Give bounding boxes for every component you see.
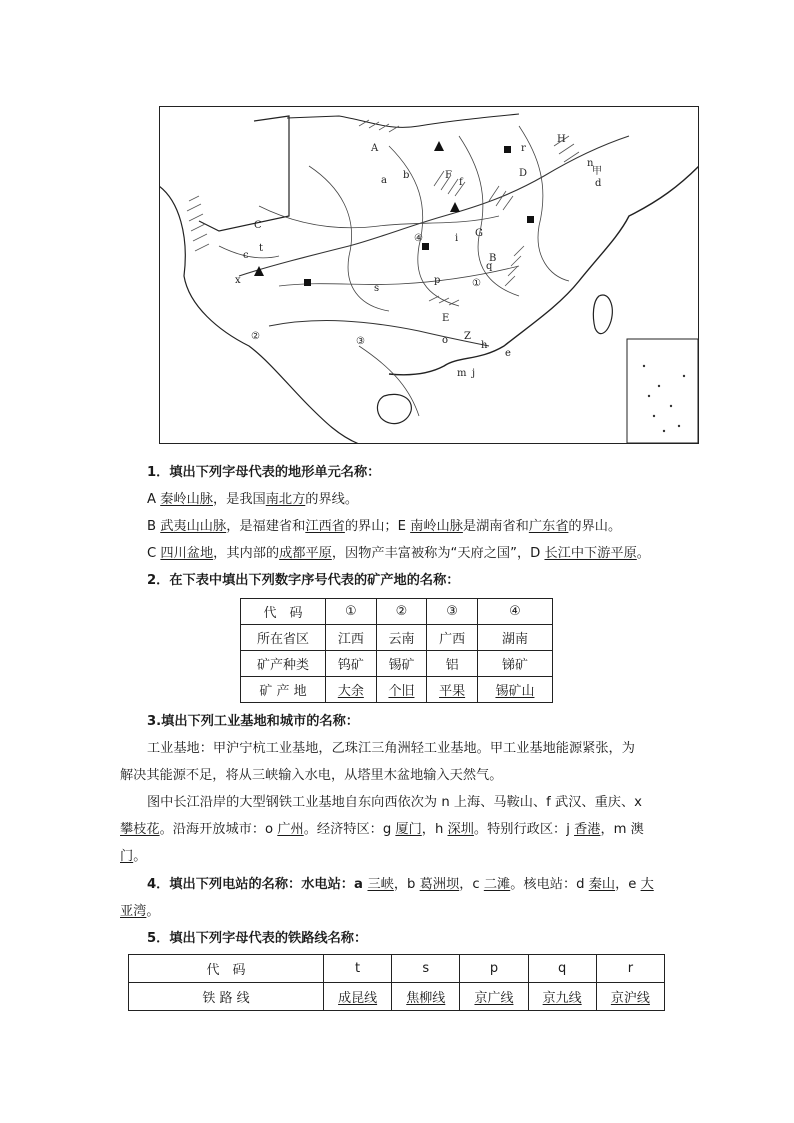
table-cell: ① bbox=[326, 599, 377, 625]
map-label-d: d bbox=[595, 178, 602, 189]
map-label-o: o bbox=[442, 335, 449, 346]
q4-line1: 4．填出下列电站的名称：水电站：a 三峡，b 葛洲坝，c 二滩。核电站：d 秦山，e 大 bbox=[147, 877, 654, 892]
map-label-h: h bbox=[481, 340, 488, 351]
map-label-x: x bbox=[235, 275, 241, 286]
map-label-n: n bbox=[587, 158, 594, 169]
table-row bbox=[241, 651, 553, 677]
table-cell: 江西 bbox=[326, 625, 377, 651]
table-cell: ③ bbox=[427, 599, 478, 625]
table-cell: t bbox=[324, 955, 392, 983]
table-cell: 京九线 bbox=[528, 983, 596, 1011]
table-cell: 大余 bbox=[326, 677, 377, 703]
table-cell: 所在省区 bbox=[241, 625, 326, 651]
table-cell: ② bbox=[376, 599, 427, 625]
map-label-2: ② bbox=[251, 331, 260, 342]
map-label-i: i bbox=[455, 233, 459, 244]
table-cell: 铁 路 线 bbox=[129, 983, 324, 1011]
q1-heading: 1．填出下列字母代表的地形单元名称： bbox=[147, 465, 381, 480]
table-cell: 锡矿 bbox=[376, 651, 427, 677]
map-label-甲: 甲 bbox=[592, 166, 602, 177]
table-row bbox=[129, 955, 665, 983]
q1-line-a: A 秦岭山脉，是我国南北方的界线。 bbox=[147, 492, 359, 507]
table-cell: 钨矿 bbox=[326, 651, 377, 677]
map-label-s: s bbox=[374, 283, 380, 294]
map-label-E: E bbox=[442, 313, 450, 324]
minerals-table bbox=[240, 598, 553, 703]
map-label-B: B bbox=[489, 253, 497, 264]
q1-line-b: B 武夷山山脉，是福建省和江西省的界山；E 南岭山脉是湖南省和广东省的界山。 bbox=[147, 519, 622, 534]
table-cell: 代 码 bbox=[241, 599, 326, 625]
map-label-1: ① bbox=[472, 278, 481, 289]
q3-p2-line2: 攀枝花。沿海开放城市：o 广州。经济特区：g 厦门，h 深圳。特别行政区：j 香港，m 澳 bbox=[120, 822, 644, 837]
table-cell: 锡矿山 bbox=[477, 677, 552, 703]
map-label-t: t bbox=[259, 243, 264, 254]
map-label-G: G bbox=[475, 228, 483, 239]
table-cell: 代 码 bbox=[129, 955, 324, 983]
table-cell: 京沪线 bbox=[596, 983, 664, 1011]
q3-p1-line2: 解决其能源不足，将从三峡输入水电，从塔里木盆地输入天然气。 bbox=[120, 768, 503, 783]
map-label-a: a bbox=[381, 175, 387, 186]
table-cell: 铝 bbox=[427, 651, 478, 677]
table-cell: q bbox=[528, 955, 596, 983]
table-row bbox=[129, 983, 665, 1011]
map-label-j: j bbox=[472, 368, 476, 379]
table-cell: 广西 bbox=[427, 625, 478, 651]
map-label-H: H bbox=[557, 134, 566, 145]
q3-heading: 3.填出下列工业基地和城市的名称： bbox=[147, 714, 359, 729]
map-label-q: q bbox=[486, 261, 493, 272]
table-cell: 湖南 bbox=[477, 625, 552, 651]
map-label-4: ④ bbox=[414, 233, 423, 244]
map-label-Z: Z bbox=[464, 331, 471, 342]
table-cell: r bbox=[596, 955, 664, 983]
table-cell: 矿产种类 bbox=[241, 651, 326, 677]
map-svg bbox=[159, 106, 699, 444]
table-cell: s bbox=[392, 955, 460, 983]
table-cell: 云南 bbox=[376, 625, 427, 651]
table-row bbox=[241, 625, 553, 651]
q4-line2: 亚湾。 bbox=[120, 904, 160, 919]
table-cell: 个旧 bbox=[376, 677, 427, 703]
q3-p2-line1: 图中长江沿岸的大型钢铁工业基地自东向西依次为 n 上海、马鞍山、f 武汉、重庆、x bbox=[147, 795, 642, 810]
railway-table bbox=[128, 954, 665, 1011]
q3-p1-line1: 工业基地：甲沪宁杭工业基地，乙珠江三角洲轻工业基地。甲工业基地能源紧张，为 bbox=[147, 741, 635, 756]
china-map bbox=[159, 106, 699, 444]
map-label-r: r bbox=[521, 143, 526, 154]
south-sea-inset bbox=[627, 339, 698, 443]
table-cell: 平果 bbox=[427, 677, 478, 703]
q3-p2-line3: 门。 bbox=[120, 849, 147, 864]
map-label-F: F bbox=[445, 170, 452, 181]
map-label-3: ③ bbox=[356, 336, 365, 347]
table-row bbox=[241, 599, 553, 625]
map-label-m: m bbox=[457, 368, 467, 379]
table-row bbox=[241, 677, 553, 703]
table-cell: 成昆线 bbox=[324, 983, 392, 1011]
map-label-e: e bbox=[505, 348, 511, 359]
map-label-f: f bbox=[459, 177, 463, 188]
q1-line-c: C 四川盆地，其内部的成都平原，因物产丰富被称为“天府之国”，D 长江中下游平原。 bbox=[147, 546, 650, 561]
map-label-A: A bbox=[371, 143, 379, 154]
table-cell: ④ bbox=[477, 599, 552, 625]
map-label-p: p bbox=[434, 275, 441, 286]
q2-heading: 2．在下表中填出下列数字序号代表的矿产地的名称： bbox=[147, 573, 460, 588]
q5-heading: 5．填出下列字母代表的铁路线名称： bbox=[147, 931, 368, 946]
map-label-c: c bbox=[243, 250, 249, 261]
map-label-D: D bbox=[519, 168, 528, 179]
table-cell: p bbox=[460, 955, 528, 983]
map-label-b: b bbox=[403, 170, 410, 181]
table-cell: 锑矿 bbox=[477, 651, 552, 677]
table-cell: 焦柳线 bbox=[392, 983, 460, 1011]
table-cell: 京广线 bbox=[460, 983, 528, 1011]
table-cell: 矿 产 地 bbox=[241, 677, 326, 703]
map-label-C: C bbox=[254, 220, 262, 231]
